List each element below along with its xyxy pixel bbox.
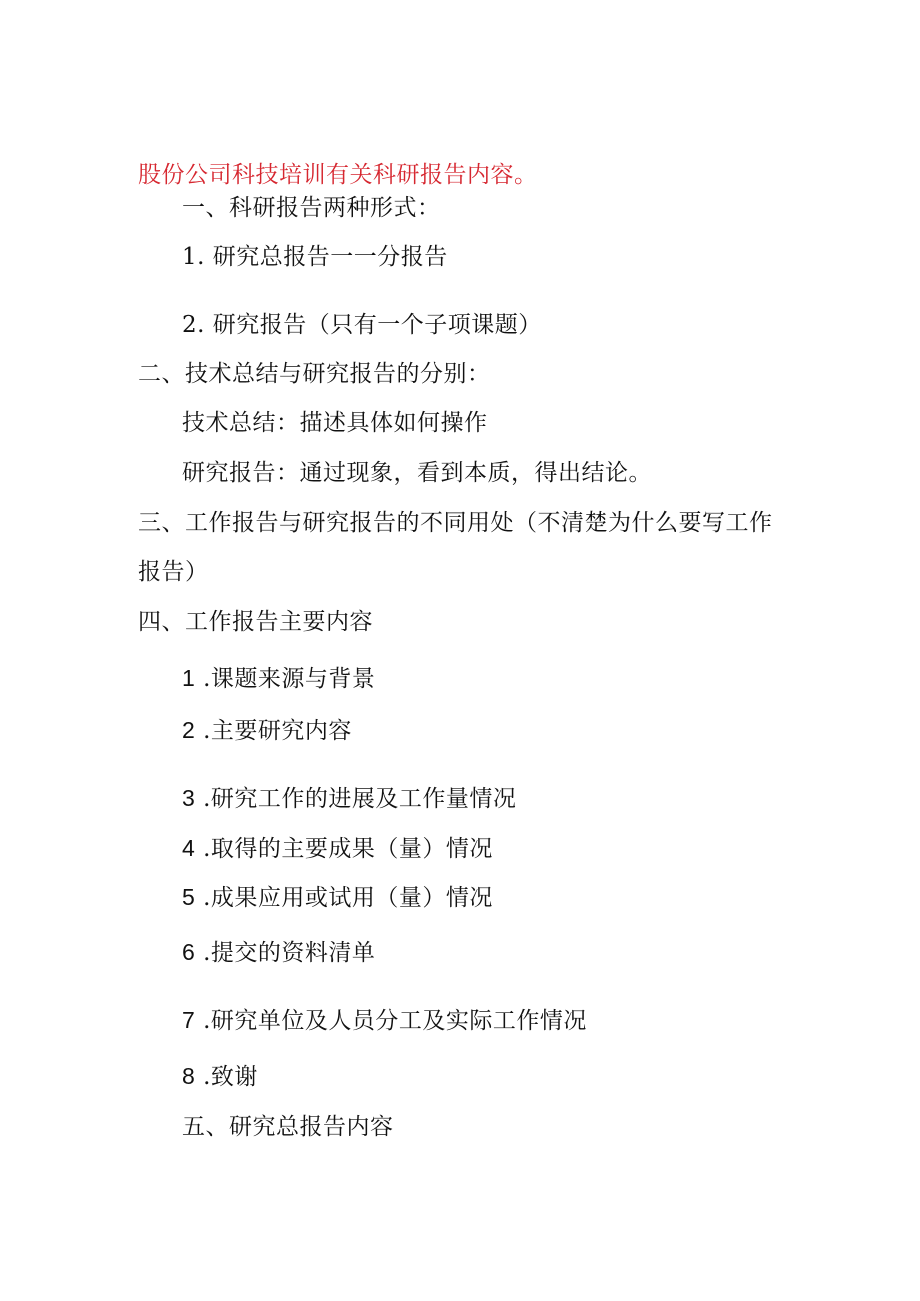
item-text: .研究工作的进展及工作量情况 — [203, 786, 517, 812]
section-4-item-3 — [182, 783, 516, 814]
item-number: 2 — [182, 717, 196, 743]
section-4-item-6 — [182, 937, 375, 968]
item-number: 4 — [182, 835, 196, 861]
item-text: .致谢 — [203, 1064, 258, 1090]
item-text: .主要研究内容 — [203, 718, 352, 744]
item-number: 1 — [182, 665, 196, 691]
item-number: 5 — [182, 884, 196, 910]
section-4-item-4 — [182, 833, 493, 864]
item-text: .成果应用或试用（量）情况 — [203, 885, 493, 911]
section-1-heading: 一、科研报告两种形式： — [182, 195, 441, 221]
section-5-heading: 五、研究总报告内容 — [182, 1114, 394, 1140]
section-4-item-2 — [182, 715, 352, 746]
section-4-item-1 — [182, 663, 375, 694]
section-3-heading-line-2: 报告） — [138, 559, 209, 585]
document-title: 股份公司科技培训有关科研报告内容。 — [138, 162, 538, 188]
item-number: 7 — [182, 1007, 196, 1033]
section-1-item-2: 2. 研究报告（只有一个子项课题） — [182, 312, 542, 338]
section-1-item-1: 1. 研究总报告一一分报告 — [182, 244, 448, 270]
section-4-heading: 四、工作报告主要内容 — [138, 609, 373, 635]
item-number: 6 — [182, 939, 196, 965]
item-text: .课题来源与背景 — [203, 666, 376, 692]
section-4-item-8 — [182, 1061, 258, 1092]
section-4-item-7 — [182, 1005, 587, 1036]
section-2-line-1: 技术总结：描述具体如何操作 — [182, 410, 488, 436]
item-text: .研究单位及人员分工及实际工作情况 — [203, 1008, 587, 1034]
item-text: .提交的资料清单 — [203, 940, 376, 966]
section-4-item-5 — [182, 882, 493, 913]
section-3-heading-line-1: 三、工作报告与研究报告的不同用处（不清楚为什么要写工作 — [138, 510, 773, 536]
section-2-heading: 二、技术总结与研究报告的分别： — [138, 361, 491, 387]
item-number: 8 — [182, 1063, 196, 1089]
item-number: 3 — [182, 785, 196, 811]
section-2-line-2: 研究报告：通过现象，看到本质，得出结论。 — [182, 460, 652, 486]
item-text: .取得的主要成果（量）情况 — [203, 836, 493, 862]
